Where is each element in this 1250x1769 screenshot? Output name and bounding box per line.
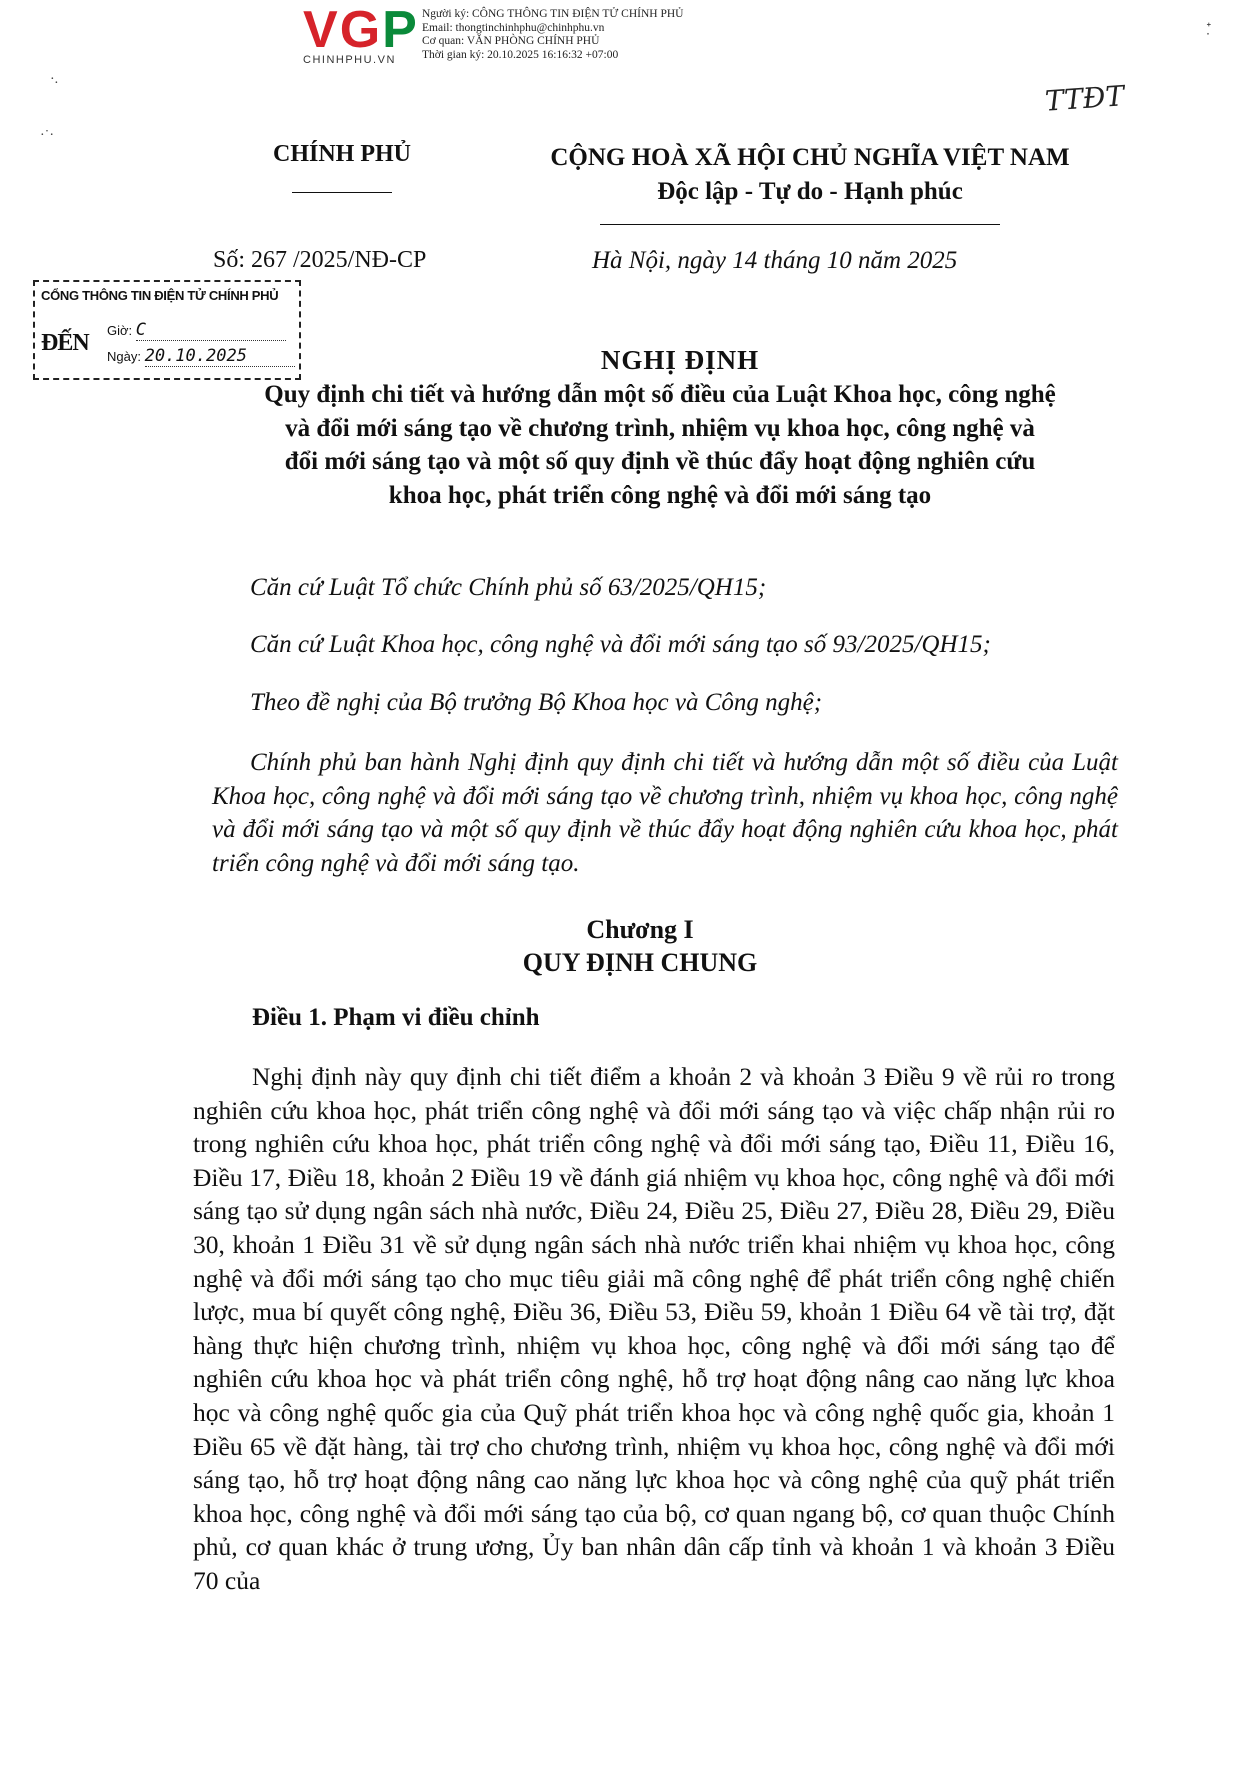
stamp-time-value: C [136,320,286,341]
subject-line: đổi mới sáng tạo và một số quy định về thúc đẩy hoạt động nghiên cứu [284,448,1036,475]
subject-line: Quy định chi tiết và hướng dẫn một số điều của Luật Khoa học, công nghệ [264,381,1056,408]
stamp-label: ĐẾN [41,330,89,356]
subject-line: và đổi mới sáng tạo về chương trình, nhiệm vụ khoa học, công nghệ và [285,414,1035,442]
stamp-organization: CỔNG THÔNG TIN ĐIỆN TỬ CHÍNH PHỦ [41,288,279,303]
promulgation-paragraph: Chính phủ ban hành Nghị định quy định chi tiết và hướng dẫn một số điều của Luật Khoa học, công nghệ và đổi mới sáng tạo về chương trình, nhiệm vụ khoa học, công nghệ và đổi mới sáng tạo và một số quy định về thúc đẩy hoạt động nghiên cứu khoa học, phát triển công nghệ và đổi mới sáng tạo. [212,749,1118,877]
handwritten-note: TTĐT [1043,79,1126,118]
document-number: Số: 267 /2025/NĐ-CP [213,247,427,273]
stamp-time: Giờ: C [107,320,286,341]
email-line: Email: thongtinchinhphu@chinhphu.vn [422,21,605,34]
stamp-date: Ngày: 20.10.2025 [107,346,295,367]
vgp-logo: VGP [303,1,419,59]
chapter-number: Chương I [586,915,694,944]
national-motto: Độc lập - Tự do - Hạnh phúc [657,178,963,205]
motto-underline [600,224,1000,225]
document-subject [200,378,1120,512]
legal-basis-2: Căn cứ Luật Khoa học, công nghệ và đổi mới sáng tạo số 93/2025/QH15; [250,631,991,658]
scan-speck: ·. [50,72,59,87]
sign-time-line: Thời gian ký: 20.10.2025 16:16:32 +07:00 [422,48,619,61]
place-and-date: Hà Nội, ngày 14 tháng 10 năm 2025 [592,247,958,274]
article-body: Nghị định này quy định chi tiết điểm a khoản 2 và khoản 3 Điều 9 về rủi ro trong nghiên cứu khoa học, phát triển công nghệ và đổi mới sáng tạo và việc chấp nhận rủi ro trong nghiên cứu khoa học, phát triển công nghệ và đổi mới sáng tạo, Điều 11, Điều 16, Điều 17, Điều 18, khoản 2 Điều 19 về đánh giá nhiệm vụ khoa học, công nghệ và đổi mới sáng tạo sử dụng ngân sách nhà nước, Điều 24, Điều 25, Điều 27, Điều 28, Điều 29, Điều 30, khoản 1 Điều 31 về sử dụng ngân sách nhà nước triển khai nhiệm vụ khoa học, công nghệ và đổi mới sáng tạo cho mục tiêu giải mã công nghệ để phát triển công nghệ chiến lược, mua bí quyết công nghệ, Điều 36, Điều 53, Điều 59, khoản 1 Điều 64 về tài trợ, đặt hàng thực hiện chương trình, nhiệm vụ khoa học, công nghệ và đổi mới sáng tạo để nghiên cứu khoa học và phát triển công nghệ, hỗ trợ hoạt động nâng cao năng lực khoa học và công nghệ quốc gia của Quỹ phát triển khoa học và công nghệ quốc gia, khoản 1 Điều 65 về đặt hàng, tài trợ cho chương trình, nhiệm vụ khoa học, công nghệ và đổi mới sáng tạo, hỗ trợ hoạt động nâng cao năng lực khoa học và công nghệ của quỹ phát triển khoa học, công nghệ và đổi mới sáng tạo của bộ, cơ quan ngang bộ, cơ quan thuộc Chính phủ, cơ quan khác ở trung ương, Ủy ban nhân dân cấp tỉnh và khoản 1 và khoản 3 Điều 70 của [193,1062,1115,1595]
subject-line: khoa học, phát triển công nghệ và đổi mới sáng tạo [388,481,932,509]
vgp-logo-subtitle: CHINHPHU.VN [303,54,396,66]
proposal-line: Theo đề nghị của Bộ trưởng Bộ Khoa học và Công nghệ; [250,689,823,716]
incoming-stamp [33,280,301,380]
chapter-heading [460,913,820,979]
signer-line: Người ký: CÔNG THÔNG TIN ĐIỆN TỬ CHÍNH PHỦ [422,8,684,20]
nation-name: CỘNG HOÀ XÃ HỘI CHỦ NGHĨA VIỆT NAM [550,144,1070,171]
agency-line: Cơ quan: VĂN PHÒNG CHÍNH PHỦ [422,35,600,47]
scan-speck: ·˙· [40,128,54,143]
document-type: NGHỊ ĐỊNH [600,345,760,375]
issuer-name: CHÍNH PHỦ [273,141,411,167]
scan-speck: ᐩ̣ [1206,21,1212,36]
article-heading: Điều 1. Phạm vi điều chỉnh [252,1004,540,1031]
issuer-underline [292,192,392,193]
stamp-date-value: 20.10.2025 [145,346,295,367]
chapter-title: QUY ĐỊNH CHUNG [522,948,758,977]
digital-signature-info [422,8,683,62]
legal-basis-1: Căn cứ Luật Tổ chức Chính phủ số 63/2025/QH15; [250,574,767,601]
national-heading [510,141,1110,209]
